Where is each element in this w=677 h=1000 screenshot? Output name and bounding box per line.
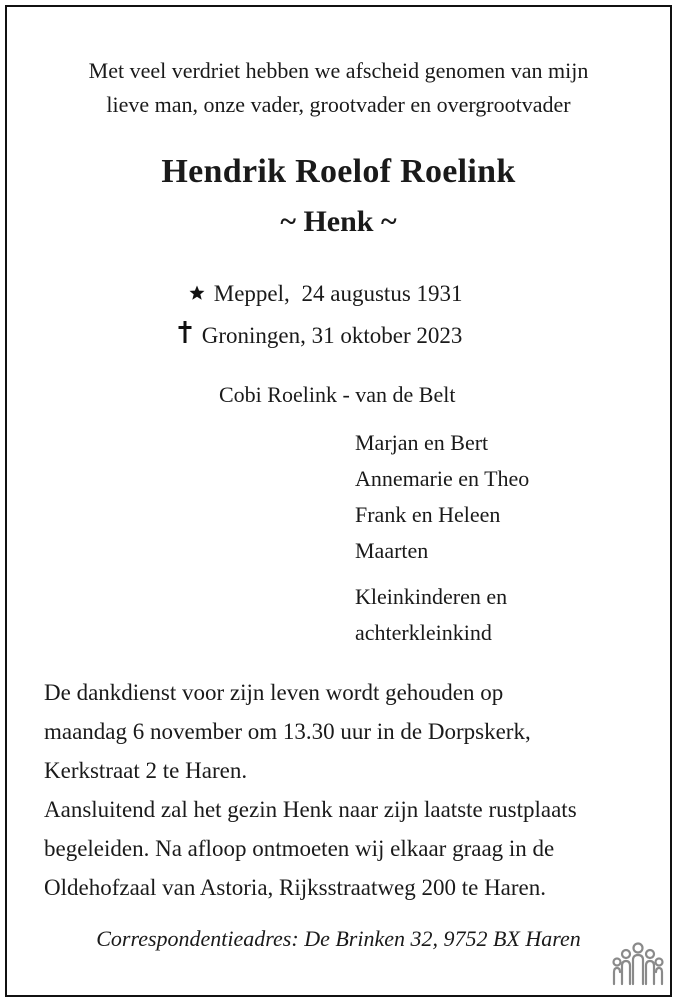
service-line-3: Kerkstraat 2 te Haren.: [44, 758, 248, 783]
child-3: Frank en Heleen: [355, 502, 501, 527]
spouse-name: Cobi Roelink - van de Belt: [219, 382, 456, 407]
death-place: Groningen,: [201, 323, 306, 348]
correspondence-address: Correspondentieadres: De Brinken 32, 9752 BX Haren: [96, 926, 581, 951]
death-line: [174, 321, 462, 349]
star-icon: [186, 281, 208, 307]
child-4: Maarten: [355, 538, 429, 563]
deceased-name: Hendrik Roelof Roelink: [161, 153, 516, 190]
grandchildren-line-1: Kleinkinderen en: [355, 584, 508, 609]
death-notice: [5, 5, 672, 997]
intro-line-1: Met veel verdriet hebben we afscheid genomen van mijn: [88, 58, 589, 83]
after-line-3: Oldehofzaal van Astoria, Rijksstraatweg 200 te Haren.: [44, 875, 547, 900]
child-1: Marjan en Bert: [355, 430, 489, 455]
service-line-1: De dankdienst voor zijn leven wordt gehouden op: [44, 680, 504, 705]
service-line-2: maandag 6 november om 13.30 uur in de Dorpskerk,: [44, 719, 531, 744]
after-paragraph: [44, 790, 577, 907]
child-2: Annemarie en Theo: [355, 466, 530, 491]
people-group-icon: [612, 942, 664, 991]
after-line-2: begeleiden. Na afloop ontmoeten wij elkaar graag in de: [44, 836, 555, 861]
birth-date: 24 augustus 1931: [301, 281, 463, 306]
birth-line: [186, 281, 463, 307]
birth-place: Meppel,: [213, 281, 290, 306]
service-paragraph: [44, 673, 531, 790]
intro-line-2: lieve man, onze vader, grootvader en overgrootvader: [106, 92, 571, 117]
deceased-nickname: ~ Henk ~: [280, 205, 397, 238]
after-line-1: Aansluitend zal het gezin Henk naar zijn laatste rustplaats: [44, 797, 577, 822]
grandchildren-line-2: achterkleinkind: [355, 620, 492, 645]
cross-icon: [174, 321, 196, 349]
death-date: 31 oktober 2023: [311, 323, 463, 348]
